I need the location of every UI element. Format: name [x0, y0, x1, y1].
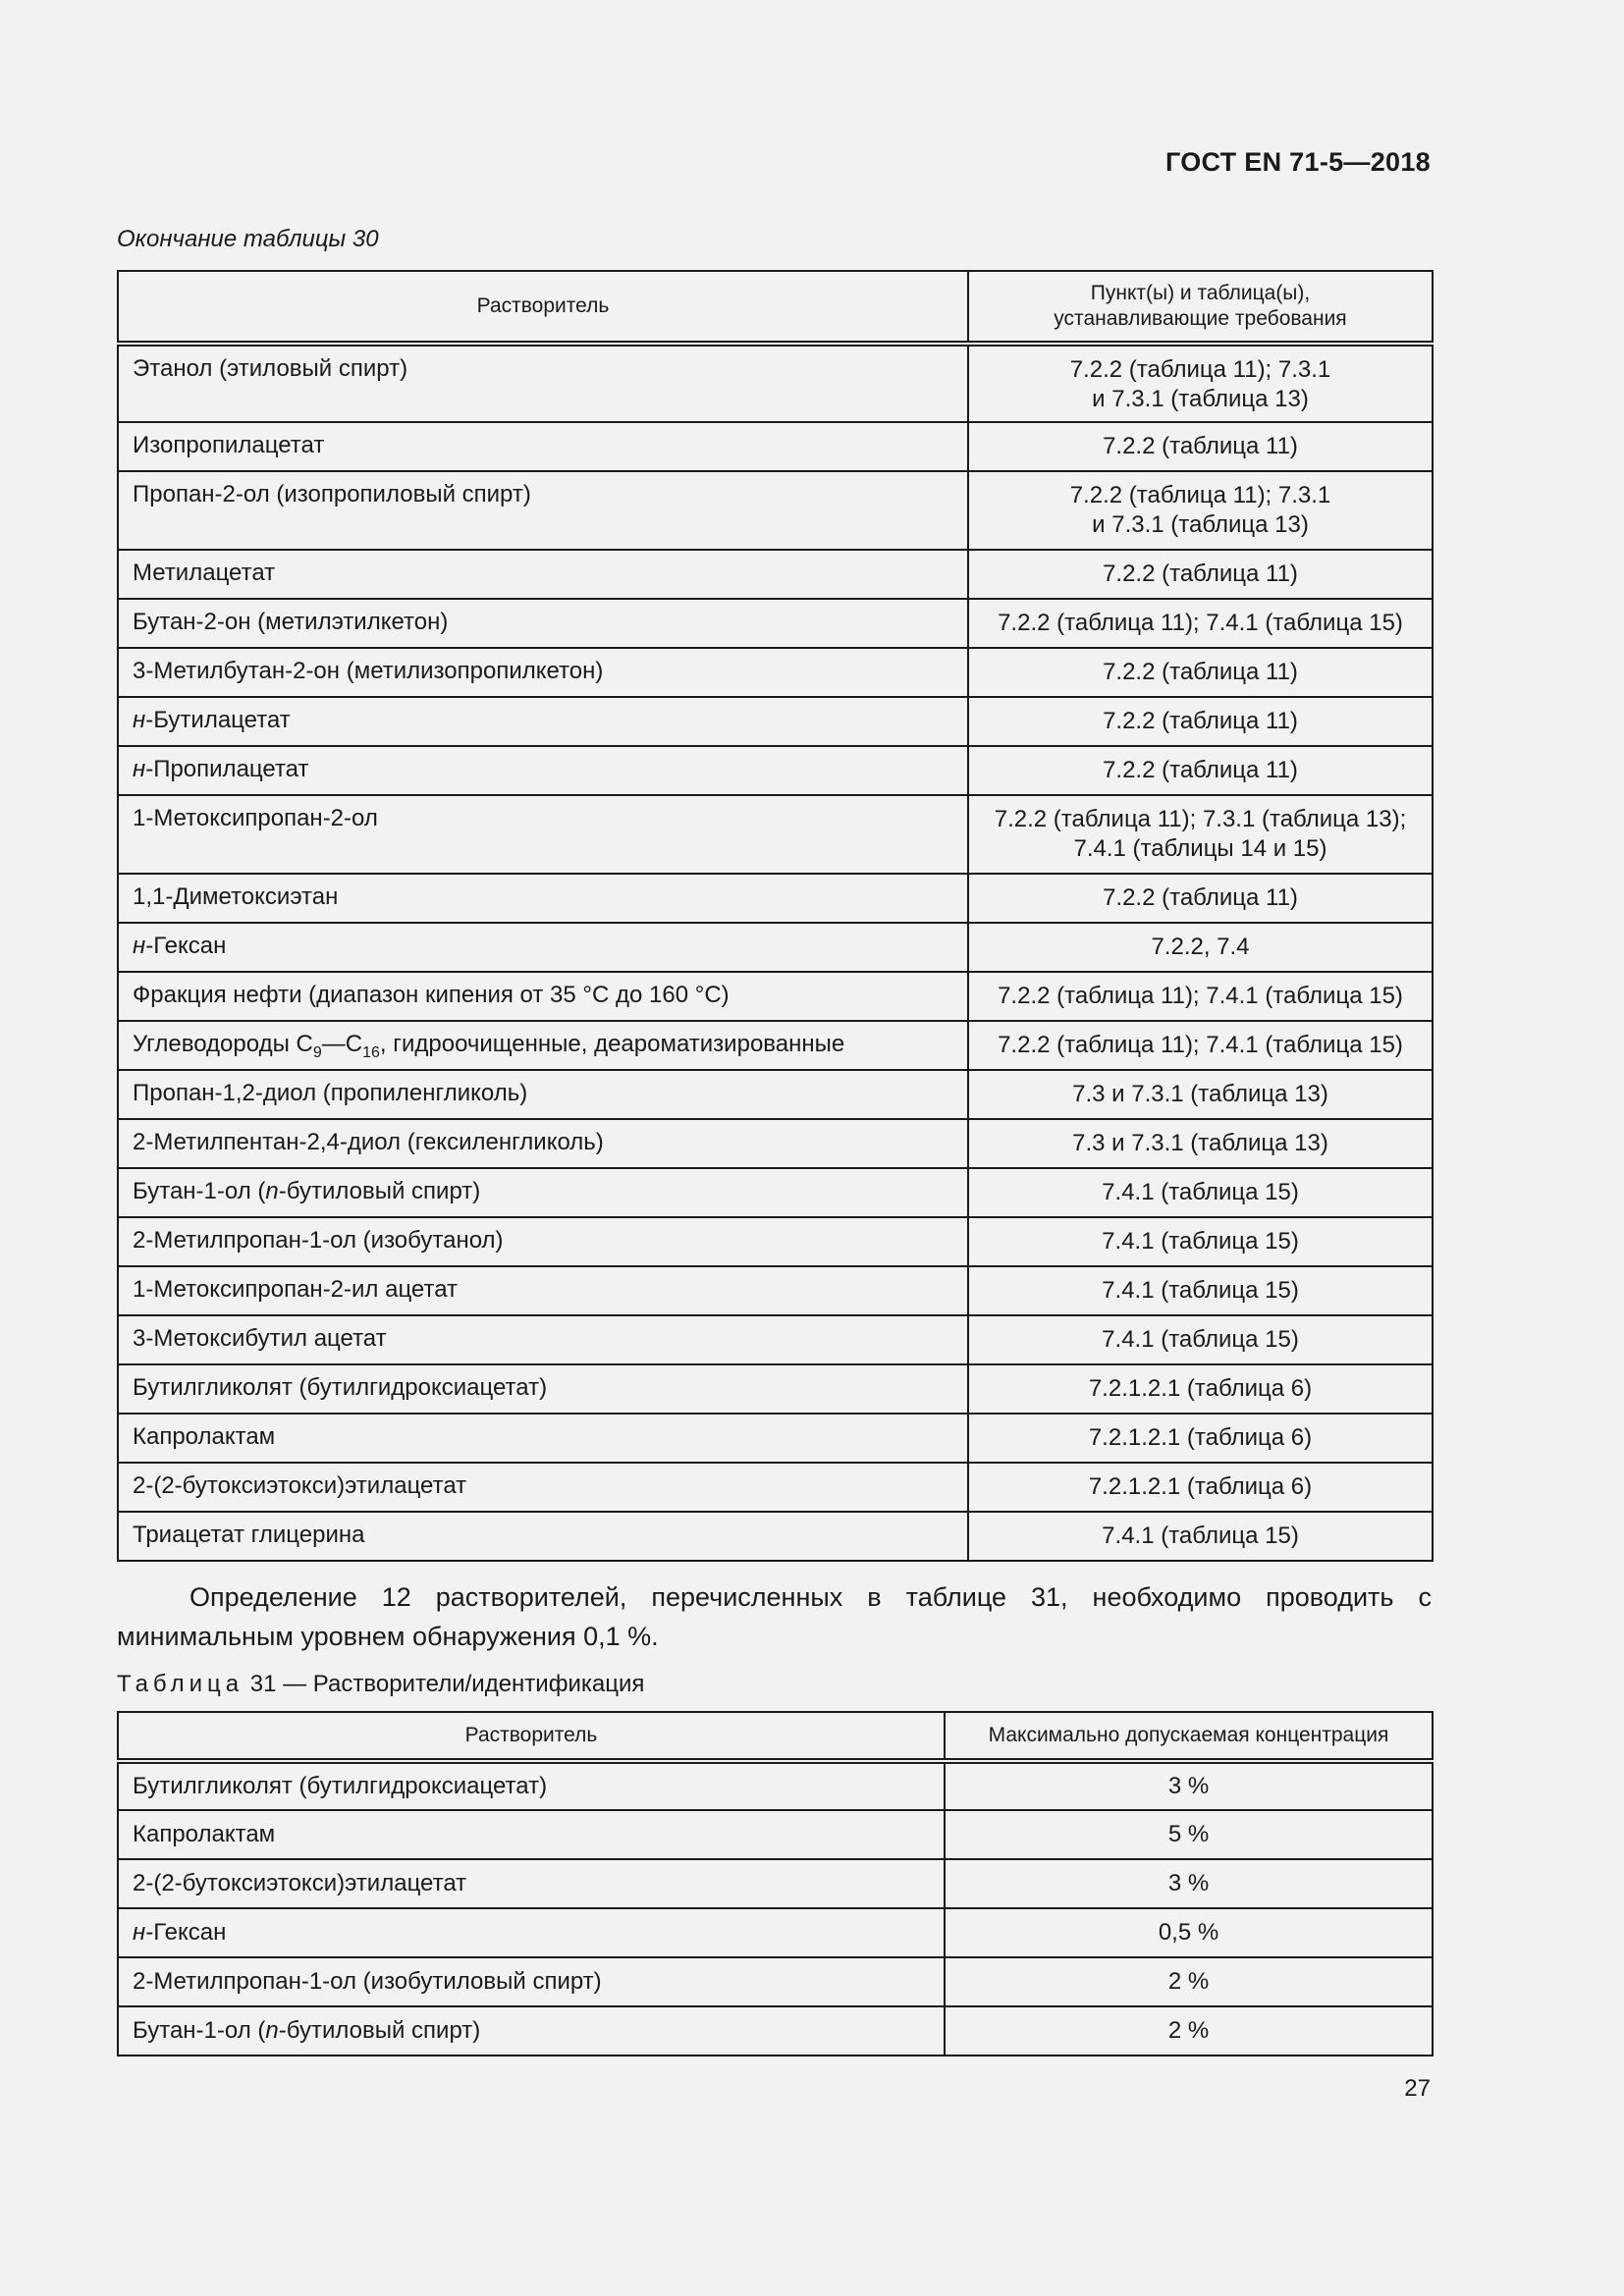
- table-row: [118, 2006, 1433, 2056]
- body-paragraph: Определение 12 растворителей, перечисленных в таблице 31, необходимо проводить с минимальным уровнем обнаружения 0,1 %.: [117, 1582, 1432, 1651]
- cell-reference: [968, 1512, 1433, 1561]
- cell-solvent: [118, 648, 968, 697]
- cell-max-concentration: 2 %: [945, 1957, 1433, 2006]
- reference-line: 7.2.2, 7.4: [1151, 934, 1250, 960]
- table-row: [118, 697, 1433, 746]
- solvent-text: Триацетат глицерина: [133, 1522, 365, 1548]
- cell-solvent: [118, 599, 968, 648]
- cell-solvent: [118, 1859, 945, 1908]
- table-row: [118, 1908, 1433, 1957]
- cell-solvent: [118, 2006, 945, 2056]
- cell-solvent: [118, 1512, 968, 1561]
- table-row: [118, 1859, 1433, 1908]
- reference-line: 7.3 и 7.3.1 (таблица 13): [1072, 1081, 1328, 1107]
- solvent-prefix: н: [133, 756, 146, 782]
- reference-line: 7.2.2 (таблица 11): [1103, 561, 1298, 587]
- cell-solvent: [118, 1364, 968, 1414]
- cell-solvent: [118, 1414, 968, 1463]
- cell-solvent: [118, 1908, 945, 1957]
- table-row: [118, 1315, 1433, 1364]
- solvent-text: 3-Метоксибутил ацетат: [133, 1325, 387, 1352]
- cell-solvent: [118, 1315, 968, 1364]
- cell-reference: [968, 1021, 1433, 1070]
- reference-line: 7.3 и 7.3.1 (таблица 13): [1072, 1130, 1328, 1156]
- cell-solvent: [118, 795, 968, 874]
- table-caption-label: Таблица: [117, 1671, 244, 1697]
- cell-reference: [968, 550, 1433, 599]
- solvent-prefix: н: [133, 1919, 146, 1946]
- subscript: 9: [312, 1044, 322, 1061]
- reference-line: 7.2.1.2.1 (таблица 6): [1088, 1375, 1313, 1402]
- solvent-text: 2-Метилпентан-2,4-диол (гексиленгликоль): [133, 1129, 604, 1155]
- table-row: [118, 1266, 1433, 1315]
- cell-solvent: [118, 1021, 968, 1070]
- column-header-max-concentration: Максимально допускаемая концентрация: [945, 1712, 1433, 1761]
- solvent-text: —C: [321, 1031, 363, 1057]
- table-30: [117, 270, 1434, 1562]
- cell-reference: [968, 697, 1433, 746]
- solvent-text: Бутан-2-он (метилэтилкетон): [133, 609, 449, 635]
- solvent-text: 2-(2-бутоксиэтокси)этилацетат: [133, 1472, 467, 1499]
- table-row: [118, 972, 1433, 1021]
- table-row: [118, 1021, 1433, 1070]
- cell-reference: [968, 1463, 1433, 1512]
- solvent-text: Углеводороды C: [133, 1031, 313, 1057]
- cell-max-concentration: 3 %: [945, 1859, 1433, 1908]
- solvent-text: , гидроочищенные, деароматизированные: [379, 1031, 845, 1057]
- table-row: [118, 599, 1433, 648]
- column-header-solvent: Растворитель: [118, 1712, 945, 1761]
- table-header-row: [118, 271, 1433, 344]
- solvent-text: 2-Метилпропан-1-ол (изобутанол): [133, 1227, 504, 1254]
- cell-solvent: [118, 1957, 945, 2006]
- table-row: [118, 1463, 1433, 1512]
- solvent-text: Бутилгликолят (бутилгидроксиацетат): [133, 1773, 548, 1799]
- cell-reference: [968, 1315, 1433, 1364]
- solvent-text: Этанол (этиловый спирт): [133, 355, 408, 382]
- solvent-text: -бутиловый спирт): [278, 2017, 481, 2044]
- solvent-text: Капролактам: [133, 1423, 276, 1450]
- cell-solvent: [118, 1266, 968, 1315]
- reference-line: и 7.3.1 (таблица 13): [1092, 386, 1309, 412]
- solvent-text: Бутан-1-ол (: [133, 2017, 266, 2044]
- solvent-italic: n: [265, 1178, 279, 1204]
- cell-reference: [968, 422, 1433, 471]
- solvent-text: Метилацетат: [133, 560, 276, 586]
- table-row: [118, 1364, 1433, 1414]
- solvent-text: -Гексан: [145, 933, 227, 959]
- cell-reference: [968, 599, 1433, 648]
- table-row: [118, 874, 1433, 923]
- solvent-text: 1-Метоксипропан-2-ол: [133, 805, 378, 831]
- solvent-text: Фракция нефти (диапазон кипения от 35 °C до 160 °C): [133, 982, 730, 1008]
- cell-reference: [968, 746, 1433, 795]
- table-row: [118, 422, 1433, 471]
- column-header-solvent: Растворитель: [118, 271, 968, 344]
- cell-solvent: [118, 923, 968, 972]
- table-row: [118, 1414, 1433, 1463]
- cell-solvent: [118, 1810, 945, 1859]
- solvent-text: Бутилгликолят (бутилгидроксиацетат): [133, 1374, 548, 1401]
- cell-solvent: [118, 344, 968, 422]
- document-code: ГОСТ EN 71-5—2018: [1165, 147, 1431, 177]
- cell-reference: [968, 972, 1433, 1021]
- solvent-text: 3-Метилбутан-2-он (метилизопропилкетон): [133, 658, 604, 684]
- table-row: [118, 648, 1433, 697]
- table-continuation-label: Окончание таблицы 30: [117, 226, 379, 252]
- table-caption-title: 31 — Растворители/идентификация: [244, 1671, 645, 1697]
- table-31-caption: [117, 1671, 644, 1698]
- solvent-text: Пропан-1,2-диол (пропиленгликоль): [133, 1080, 528, 1106]
- cell-reference: [968, 344, 1433, 422]
- solvent-text: Бутан-1-ол (: [133, 1178, 266, 1204]
- reference-line: 7.2.1.2.1 (таблица 6): [1088, 1473, 1313, 1500]
- cell-max-concentration: 2 %: [945, 2006, 1433, 2056]
- cell-reference: [968, 1168, 1433, 1217]
- cell-reference: [968, 1414, 1433, 1463]
- reference-line: 7.2.2 (таблица 11); 7.4.1 (таблица 15): [998, 983, 1403, 1009]
- cell-solvent: [118, 1761, 945, 1810]
- cell-solvent: [118, 1070, 968, 1119]
- reference-line: 7.2.1.2.1 (таблица 6): [1088, 1424, 1313, 1451]
- cell-solvent: [118, 471, 968, 550]
- cell-solvent: [118, 1463, 968, 1512]
- table-row: [118, 1512, 1433, 1561]
- solvent-text: -Бутилацетат: [145, 707, 291, 733]
- solvent-text: 2-Метилпропан-1-ол (изобутиловый спирт): [133, 1968, 602, 1995]
- table-row: [118, 471, 1433, 550]
- reference-line: 7.2.2 (таблица 11): [1103, 757, 1298, 783]
- cell-solvent: [118, 1217, 968, 1266]
- solvent-text: 1,1-Диметоксиэтан: [133, 883, 339, 910]
- solvent-text: -Гексан: [145, 1919, 227, 1946]
- solvent-text: 2-(2-бутоксиэтокси)этилацетат: [133, 1870, 467, 1896]
- solvent-text: 1-Метоксипропан-2-ил ацетат: [133, 1276, 459, 1303]
- reference-line: 7.2.2 (таблица 11): [1103, 708, 1298, 734]
- column-header-reference: [968, 271, 1433, 344]
- cell-solvent: [118, 422, 968, 471]
- solvent-prefix: н: [133, 707, 146, 733]
- table-row: [118, 1217, 1433, 1266]
- reference-line: 7.2.2 (таблица 11); 7.4.1 (таблица 15): [998, 610, 1403, 636]
- page-number: 27: [1404, 2075, 1431, 2102]
- cell-reference: [968, 1070, 1433, 1119]
- table-row: [118, 344, 1433, 422]
- reference-line: 7.4.1 (таблица 15): [1102, 1228, 1299, 1255]
- column-header-reference-line2: устанавливающие требования: [1054, 307, 1347, 330]
- reference-line: 7.2.2 (таблица 11): [1103, 659, 1298, 685]
- solvent-text: -Пропилацетат: [145, 756, 309, 782]
- solvent-text: -бутиловый спирт): [278, 1178, 481, 1204]
- subscript: 16: [362, 1044, 380, 1061]
- cell-solvent: [118, 697, 968, 746]
- reference-line: 7.2.2 (таблица 11); 7.3.1 (таблица 13);: [994, 806, 1407, 832]
- cell-reference: [968, 795, 1433, 874]
- reference-line: 7.2.2 (таблица 11); 7.3.1: [1069, 482, 1331, 508]
- table-row: [118, 1070, 1433, 1119]
- reference-line: 7.4.1 (таблица 15): [1102, 1522, 1299, 1549]
- cell-solvent: [118, 1168, 968, 1217]
- cell-reference: [968, 923, 1433, 972]
- cell-solvent: [118, 972, 968, 1021]
- reference-line: 7.4.1 (таблицы 14 и 15): [1073, 835, 1327, 862]
- table-row: [118, 746, 1433, 795]
- reference-line: 7.4.1 (таблица 15): [1102, 1326, 1299, 1353]
- table-row: [118, 1761, 1433, 1810]
- cell-solvent: [118, 874, 968, 923]
- solvent-prefix: н: [133, 933, 146, 959]
- reference-line: и 7.3.1 (таблица 13): [1092, 511, 1309, 538]
- cell-reference: [968, 1266, 1433, 1315]
- cell-max-concentration: 5 %: [945, 1810, 1433, 1859]
- reference-line: 7.4.1 (таблица 15): [1102, 1277, 1299, 1304]
- cell-reference: [968, 1119, 1433, 1168]
- cell-max-concentration: 0,5 %: [945, 1908, 1433, 1957]
- cell-reference: [968, 648, 1433, 697]
- reference-line: 7.4.1 (таблица 15): [1102, 1179, 1299, 1205]
- table-row: [118, 923, 1433, 972]
- cell-solvent: [118, 550, 968, 599]
- table-row: [118, 1957, 1433, 2006]
- reference-line: 7.2.2 (таблица 11): [1103, 433, 1298, 459]
- cell-reference: [968, 471, 1433, 550]
- reference-line: 7.2.2 (таблица 11); 7.4.1 (таблица 15): [998, 1032, 1403, 1058]
- table-31: [117, 1711, 1434, 2056]
- solvent-text: Капролактам: [133, 1821, 276, 1847]
- table-row: [118, 1119, 1433, 1168]
- table-header-row: [118, 1712, 1433, 1761]
- cell-solvent: [118, 746, 968, 795]
- cell-reference: [968, 874, 1433, 923]
- table-row: [118, 550, 1433, 599]
- cell-solvent: [118, 1119, 968, 1168]
- table-row: [118, 795, 1433, 874]
- table-row: [118, 1810, 1433, 1859]
- table-row: [118, 1168, 1433, 1217]
- reference-line: 7.2.2 (таблица 11): [1103, 884, 1298, 911]
- solvent-text: Изопропилацетат: [133, 432, 325, 458]
- solvent-italic: n: [265, 2017, 279, 2044]
- column-header-reference-line1: Пункт(ы) и таблица(ы),: [1090, 282, 1311, 304]
- solvent-text: Пропан-2-ол (изопропиловый спирт): [133, 481, 531, 507]
- cell-max-concentration: 3 %: [945, 1761, 1433, 1810]
- cell-reference: [968, 1364, 1433, 1414]
- cell-reference: [968, 1217, 1433, 1266]
- reference-line: 7.2.2 (таблица 11); 7.3.1: [1069, 356, 1331, 383]
